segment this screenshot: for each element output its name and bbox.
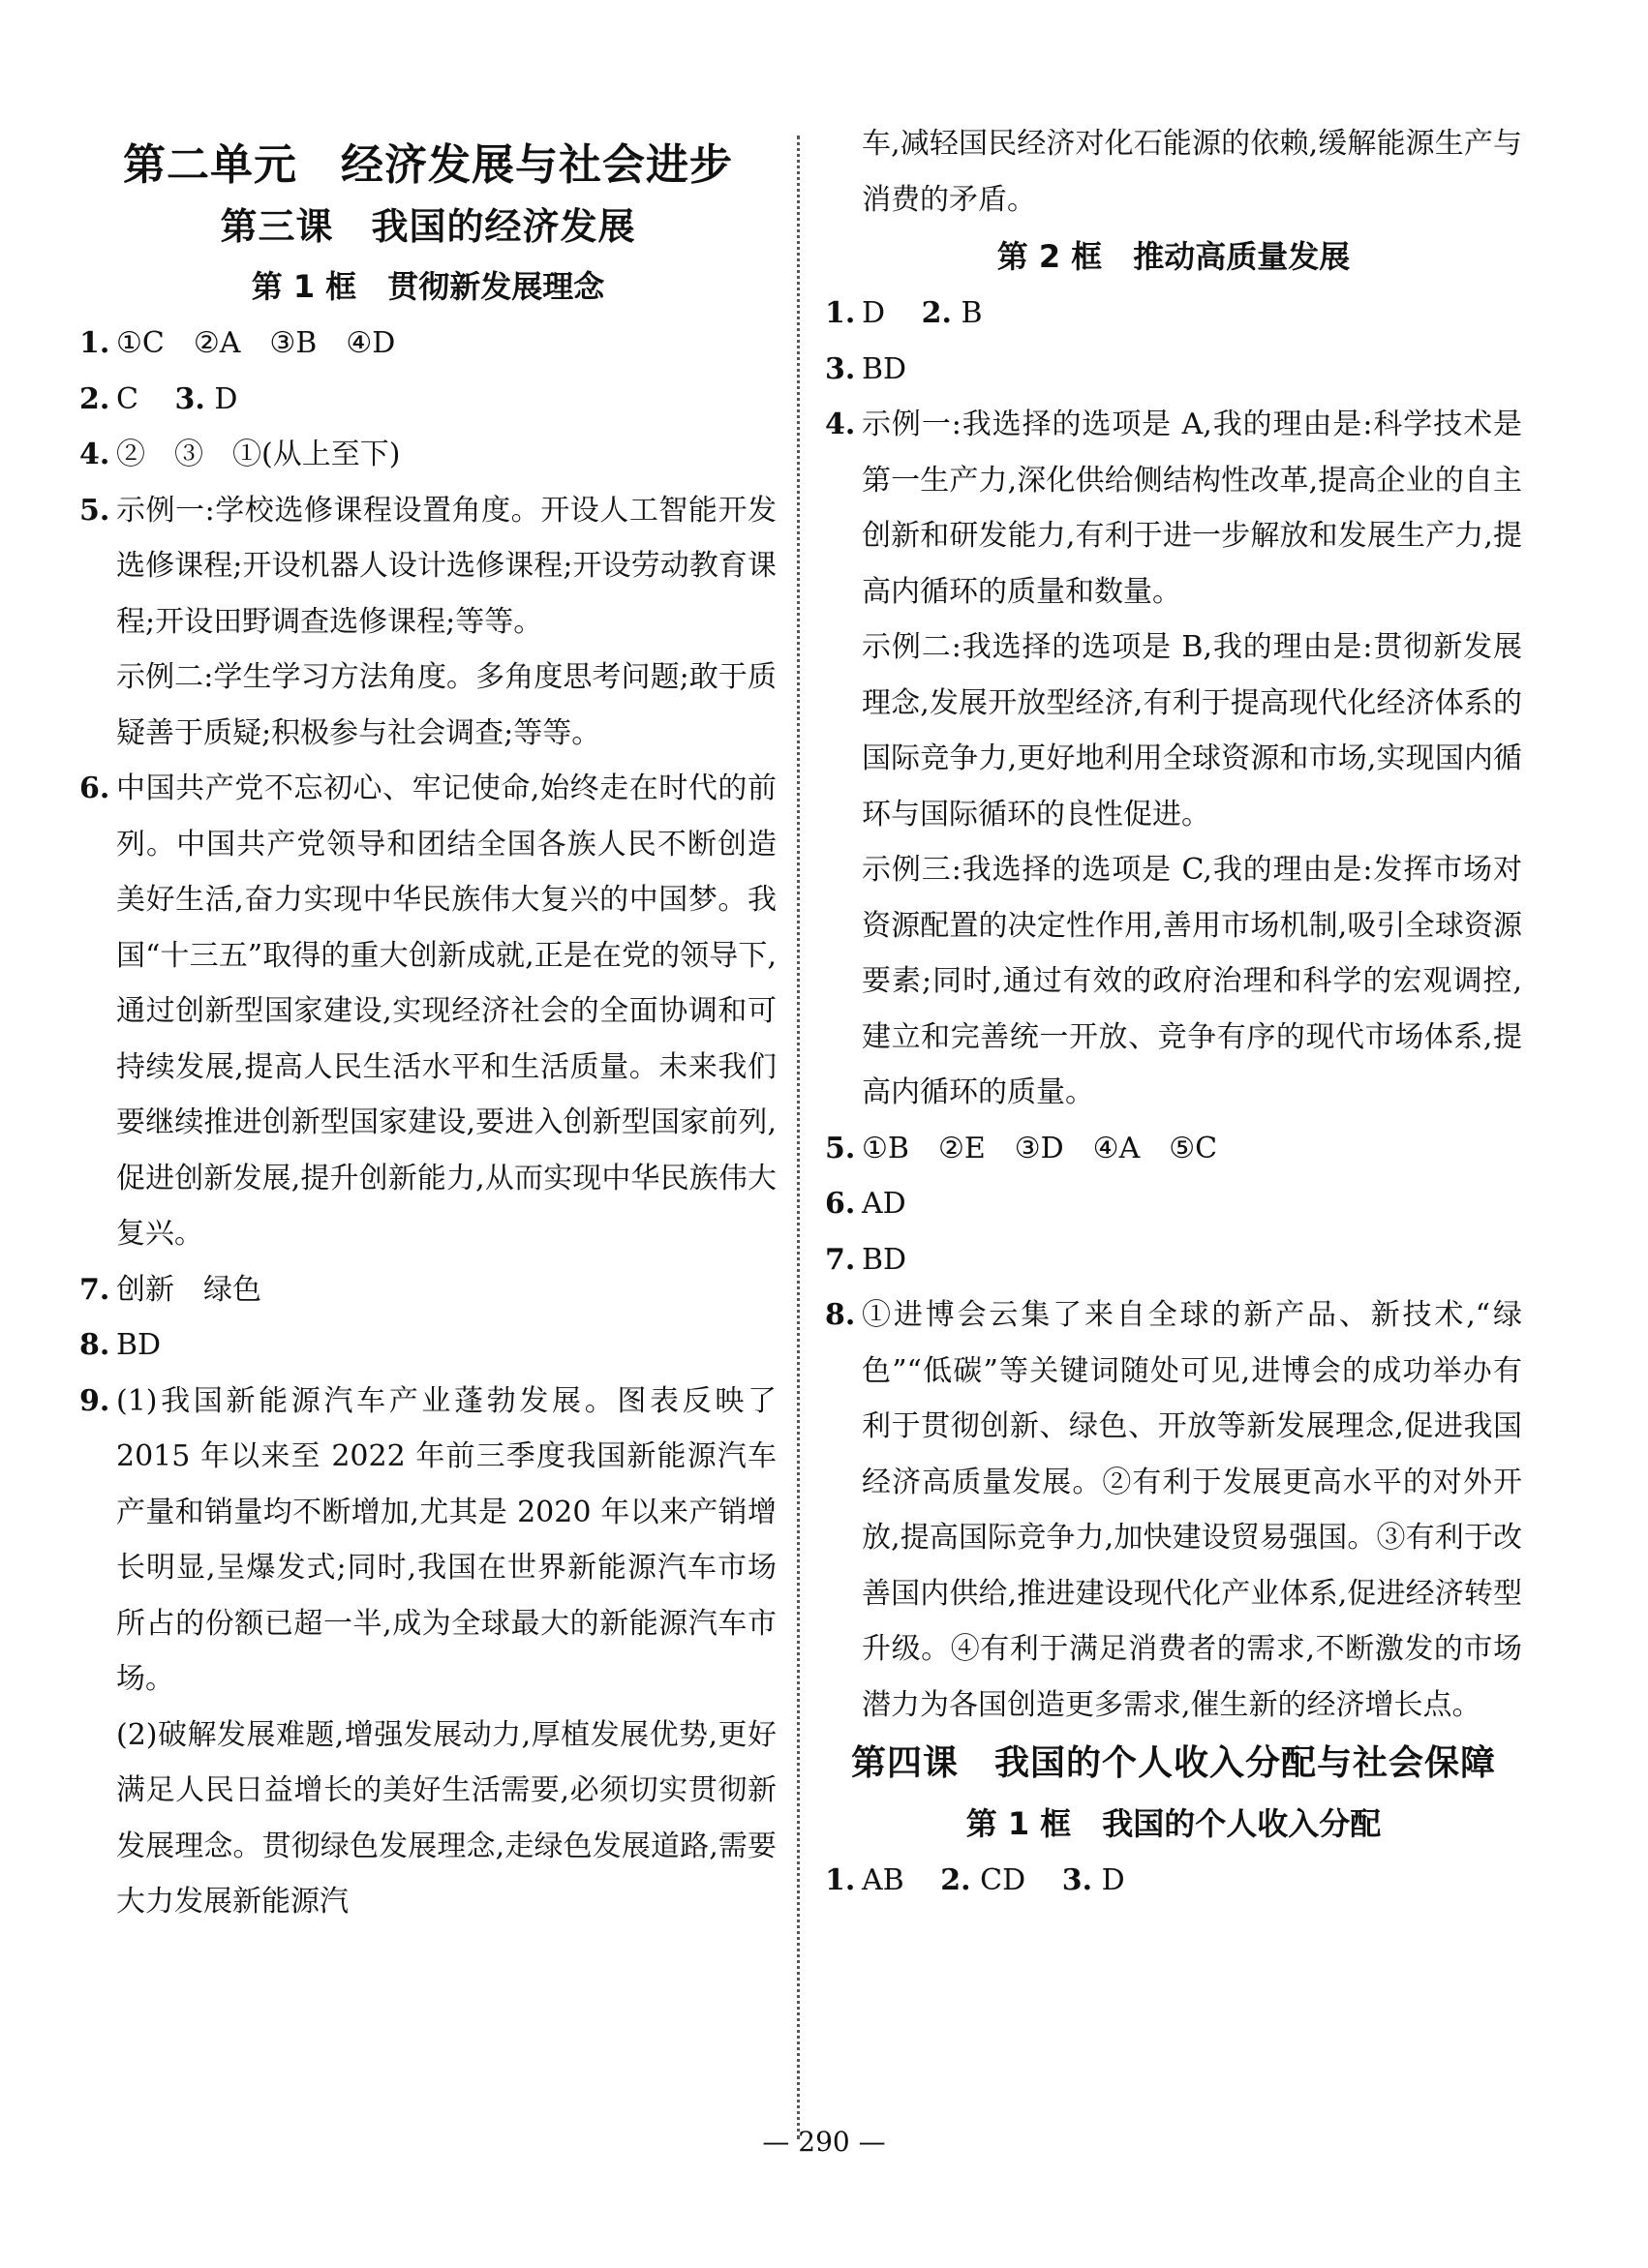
item-number: 8. (825, 1298, 856, 1332)
item-number: 5. (79, 493, 110, 528)
answer-text: (1)我国新能源汽车产业蓬勃发展。图表反映了 2015 年以来至 2022 年前三季度我国新能源汽车产量和销量均不断增加,尤其是 2020 年以来产销增长明显,呈爆发式;同时,我国在世界新能源汽车市场所占的份额已超一半,成为全球最大的新能源汽车市场。 (116, 1383, 777, 1696)
answer-paragraph: 示例二:学生学习方法角度。多角度思考问题;敢于质疑善于质疑;积极参与社会调查;等等。 (116, 660, 777, 750)
column-divider (797, 136, 800, 2139)
frame-title: 第 1 框 贯彻新发展理念 (251, 268, 605, 305)
answer-text: BD (862, 351, 907, 386)
answer-text: AD (862, 1187, 906, 1221)
answer-text: 示例一:学校选修课程设置角度。开设人工智能开发选修课程;开设机器人设计选修课程;开设劳动教育课程;开设田野调查选修课程;等等。 (116, 493, 777, 639)
item-number: 1. (825, 1863, 856, 1897)
lesson-title: 第四课 我国的个人收入分配与社会保障 (850, 1743, 1496, 1783)
item-number: 7. (79, 1272, 110, 1307)
page-number: — 290 — (762, 2126, 886, 2158)
answer-item (79, 761, 777, 1262)
item-number: 5. (825, 1131, 856, 1165)
item-number: 9. (79, 1383, 110, 1418)
unit-title: 第二单元 经济发展与社会进步 (123, 140, 733, 190)
item-number: 2. (940, 1863, 971, 1897)
answer-paragraph: 示例三:我选择的选项是 C,我的理由是:发挥市场对资源配置的决定性作用,善用市场机制,吸引全球资源要素;同时,通过有效的政府治理和科学的宏观调控,建立和完善统一开放、竞争有序的现代市场体系,提高内循环的质量。 (862, 853, 1522, 1109)
item-number: 4. (79, 438, 110, 471)
frame-title: 第 2 框 推动高质量发展 (996, 238, 1351, 275)
item-number: 3. (825, 351, 856, 386)
answer-text: ② ③ ①(从上至下) (116, 438, 401, 471)
answer-item (825, 1176, 1522, 1232)
answer-item (825, 397, 1522, 620)
item-number: 3. (174, 381, 205, 416)
item-number: 6. (825, 1187, 856, 1221)
item-number: 1. (825, 296, 856, 330)
item-number: 4. (825, 408, 856, 441)
answer-text: 中国共产党不忘初心、牢记使命,始终走在时代的前列。中国共产党领导和团结全国各族人民不断创造美好生活,奋力实现中华民族伟大复兴的中国梦。我国“十三五”取得的重大创新成就,正是在党的领导下,通过创新型国家建设,实现经济社会的全面协调和可持续发展,提高人民生活水平和生活质量。未来我们要继续推进创新型国家建设,要进入创新型国家前列,促进创新发展,提升创新能力,从而实现中华民族伟大复兴。 (116, 771, 777, 1251)
answer-text: D (214, 381, 238, 416)
item-number: 6. (79, 771, 110, 805)
answer-item (79, 316, 777, 372)
answer-text: BD (116, 1328, 162, 1362)
item-number: 8. (79, 1328, 110, 1362)
item-number: 7. (825, 1242, 856, 1277)
answer-text: 创新 绿色 (116, 1272, 261, 1307)
answer-text: ①C ②A ③B ④D (116, 326, 396, 360)
lesson-title: 第三课 我国的经济发展 (220, 205, 636, 248)
answer-paragraph: 车,减轻国民经济对化石能源的依赖,缓解能源生产与消费的矛盾。 (862, 127, 1522, 217)
answer-item (825, 286, 1522, 342)
answer-text: 示例一:我选择的选项是 A,我的理由是:科学技术是第一生产力,深化供给侧结构性改革,提高企业的自主创新和研发能力,有利于进一步解放和发展生产力,提高内循环的质量和数量。 (862, 408, 1522, 609)
answer-text: D (1101, 1863, 1125, 1897)
answer-item (825, 342, 1522, 398)
answer-item (79, 1374, 777, 1708)
answer-item (79, 1262, 777, 1318)
answer-text: B (961, 296, 983, 330)
answer-item (825, 1287, 1522, 1733)
answer-item (79, 483, 777, 650)
item-number: 3. (1061, 1863, 1093, 1897)
answer-paragraph: 示例二:我选择的选项是 B,我的理由是:贯彻新发展理念,发展开放型经济,有利于提高现代化经济体系的国际竞争力,更好地利用全球资源和市场,实现国内循环与国际循环的良性促进。 (862, 630, 1522, 832)
item-number: 1. (79, 326, 110, 360)
answer-text: AB (862, 1863, 904, 1897)
item-number: 2. (921, 296, 952, 330)
answer-paragraph: (2)破解发展难题,增强发展动力,厚植发展优势,更好满足人民日益增长的美好生活需要,必须切实贯彻新发展理念。贯彻绿色发展理念,走绿色发展道路,需要大力发展新能源汽 (116, 1717, 777, 1919)
answer-item (825, 1232, 1522, 1288)
answer-text: CD (980, 1863, 1026, 1897)
answer-item (825, 1121, 1522, 1177)
answer-item (79, 427, 777, 483)
answer-item (79, 1317, 777, 1374)
answer-text: D (862, 296, 886, 330)
answer-text: ①B ②E ③D ④A ⑤C (862, 1131, 1218, 1165)
answer-item (825, 1853, 1522, 1909)
answer-item (79, 372, 777, 428)
left-column (79, 126, 777, 1930)
frame-title: 第 1 框 我国的个人收入分配 (965, 1805, 1382, 1842)
answer-text: BD (862, 1242, 907, 1277)
right-column (825, 126, 1522, 1909)
item-number: 2. (79, 381, 110, 416)
answer-text: ①进博会云集了来自全球的新产品、新技术,“绿色”“低碳”等关键词随处可见,进博会的成功举办有利于贯彻创新、绿色、开放等新发展理念,促进我国经济高质量发展。②有利于发展更高水平的对外开放,提高国际竞争力,加快建设贸易强国。③有利于改善国内供给,推进建设现代化产业体系,促进经济转型升级。④有利于满足消费者的需求,不断激发的市场潜力为各国创造更多需求,催生新的经济增长点。 (862, 1298, 1522, 1722)
answer-text: C (116, 381, 138, 416)
